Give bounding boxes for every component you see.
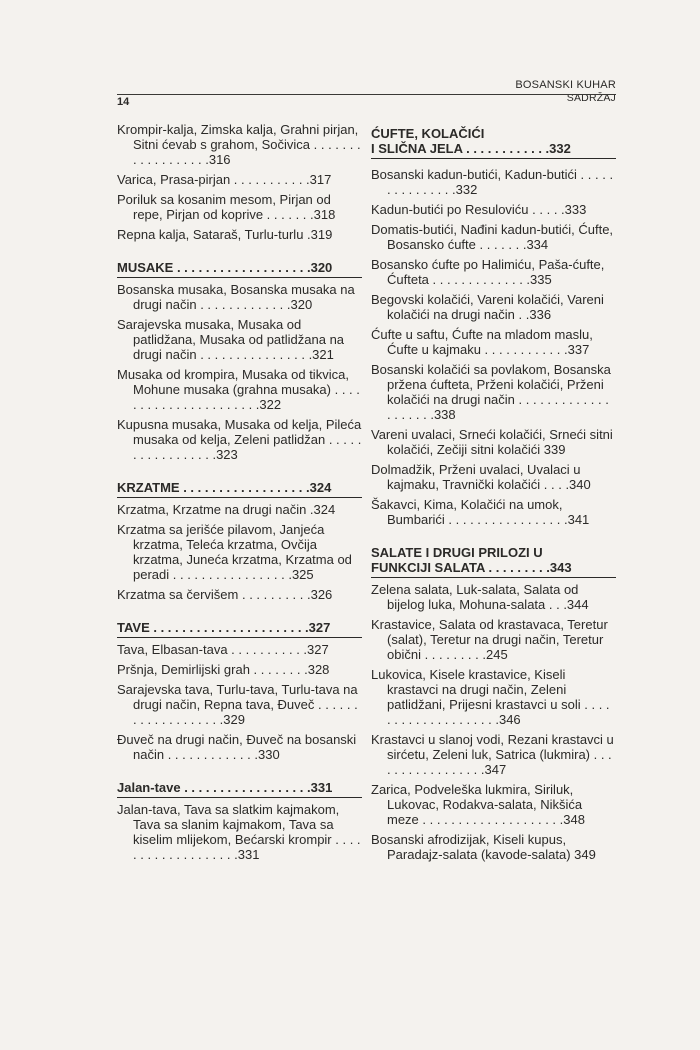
toc-entry: Lukovica, Kisele krastavice, Kiseli krastavci na drugi način, Zeleni patlidžani, Prijesni krastavci u soli . . . . . . . . . . . . . . . . . . . .346	[371, 667, 610, 727]
toc-entry: Vareni uvalaci, Srneći kolačići, Srneći sitni kolačići, Zečiji sitni kolačići 339	[371, 427, 613, 457]
toc-entry: Krastavci u slanoj vodi, Rezani krastavci u sirćetu, Zeleni luk, Satrica (lukmira) . . . . . . . . . . . . . . . . .347	[371, 732, 614, 777]
toc-entry: Bosanski kolačići sa povlakom, Bosanska pržena ćufteta, Prženi kolačići, Prženi kolačići na drugi način . . . . . . . . . . . . . . . . . . . .338	[371, 362, 611, 422]
left-column	[117, 122, 362, 867]
page-subtitle: SADRŽAJ	[566, 92, 616, 104]
toc-entry: Varica, Prasa-pirjan . . . . . . . . . . .317	[117, 172, 332, 187]
section-heading-musake: MUSAKE . . . . . . . . . . . . . . . . . . .320	[117, 260, 362, 278]
toc-entry: Kupusna musaka, Musaka od kelja, Pileća musaka od kelja, Zeleni patlidžan . . . . . . . . . . . . . . . . .323	[117, 417, 362, 462]
toc-entry: Šakavci, Kima, Kolačići na umok, Bumbarići . . . . . . . . . . . . . . . . .341	[371, 497, 590, 527]
toc-entry: Krzatma sa červišem . . . . . . . . . .326	[117, 587, 333, 602]
toc-entry: Krzatma sa jerišće pilavom, Janjeća krzatma, Teleća krzatma, Ovčija krzatma, Juneća krzatma, Krzatma od peradi . . . . . . . . . . . . . . . . .325	[117, 522, 352, 582]
toc-entry: Krastavice, Salata od krastavaca, Teretur (salat), Teretur na drugi način, Teretur obični . . . . . . . . .245	[371, 617, 608, 662]
toc-entry: Musaka od krompira, Musaka od tikvica, Mohune musaka (grahna musaka) . . . . . . . . . . . . . . . . . . . . . .322	[117, 367, 360, 412]
toc-entry: Kadun-butići po Resuloviću . . . . .333	[371, 202, 587, 217]
toc-entry: Zelena salata, Luk-salata, Salata od bijelog luka, Mohuna-salata . . .344	[371, 582, 589, 612]
book-title: BOSANSKI KUHAR	[515, 79, 616, 91]
toc-entry: Tava, Elbasan-tava . . . . . . . . . . .327	[117, 642, 329, 657]
toc-entry: Ćufte u saftu, Ćufte na mladom maslu, Ćufte u kajmaku . . . . . . . . . . . .337	[371, 327, 593, 357]
section-heading-tave: TAVE . . . . . . . . . . . . . . . . . . . . . .327	[117, 620, 362, 638]
right-column	[371, 122, 616, 867]
toc-entry: Sarajevska tava, Turlu-tava, Turlu-tava na drugi način, Repna tava, Đuveč . . . . . . . . . . . . . . . . . . .329	[117, 682, 358, 727]
header-rule	[117, 94, 616, 95]
toc-entry: Domatis-butići, Nađini kadun-butići, Ćufte, Bosansko ćufte . . . . . . .334	[371, 222, 614, 252]
toc-entry: Krompir-kalja, Zimska kalja, Grahni pirjan, Sitni ćevab s grahom, Sočivica . . . . . . . . . . . . . . . . . .316	[117, 122, 361, 167]
toc-entry: Dolmadžik, Prženi uvalaci, Uvalaci u kajmaku, Travnički kolačići . . . .340	[371, 462, 591, 492]
section-heading-krzatme: KRZATME . . . . . . . . . . . . . . . . . .324	[117, 480, 362, 498]
toc-entry: Repna kalja, Sataraš, Turlu-turlu .319	[117, 227, 333, 242]
section-heading-salate: SALATE I DRUGI PRILOZI U FUNKCIJI SALATA . . . . . . . . .343	[371, 545, 616, 578]
section-heading-jalan-tave: Jalan-tave . . . . . . . . . . . . . . . . . .331	[117, 780, 362, 798]
toc-entry: Bosanska musaka, Bosanska musaka na drugi način . . . . . . . . . . . . .320	[117, 282, 355, 312]
toc-entry: Sarajevska musaka, Musaka od patlidžana, Musaka od patlidžana na drugi način . . . . . . . . . . . . . . . .321	[117, 317, 345, 362]
toc-entry: Pršnja, Demirlijski grah . . . . . . . .328	[117, 662, 330, 677]
toc-entry: Begovski kolačići, Vareni kolačići, Vareni kolačići na drugi način . .336	[371, 292, 604, 322]
toc-entry: Bosanski kadun-butići, Kadun-butići . . . . . . . . . . . . . . .332	[371, 167, 614, 197]
running-header	[498, 79, 616, 105]
toc-entry: Krzatma, Krzatme na drugi način .324	[117, 502, 336, 517]
toc-entry: Zarica, Podveleška lukmira, Siriluk, Lukovac, Rodakva-salata, Nikšića meze . . . . . . . . . . . . . . . . . . . .348	[371, 782, 585, 827]
page-number: 14	[117, 96, 130, 108]
toc-entry: Poriluk sa kosanim mesom, Pirjan od repe, Pirjan od koprive . . . . . . .318	[117, 192, 336, 222]
toc-entry: Jalan-tava, Tava sa slatkim kajmakom, Tava sa slanim kajmakom, Tava sa kiselim mlijekom, Bećarski krompir . . . . . . . . . . . . . . . . . . .331	[117, 802, 361, 862]
toc-entry: Bosansko ćufte po Halimiću, Paša-ćufte, Ćufteta . . . . . . . . . . . . . .335	[371, 257, 605, 287]
toc-entry: Bosanski afrodizijak, Kiseli kupus, Paradajz-salata (kavode-salata) 349	[371, 832, 596, 862]
toc-entry: Đuveč na drugi način, Đuveč na bosanski način . . . . . . . . . . . . .330	[117, 732, 357, 762]
section-heading-cufte: ĆUFTE, KOLAČIĆI I SLIČNA JELA . . . . . . . . . . . .332	[371, 126, 616, 159]
